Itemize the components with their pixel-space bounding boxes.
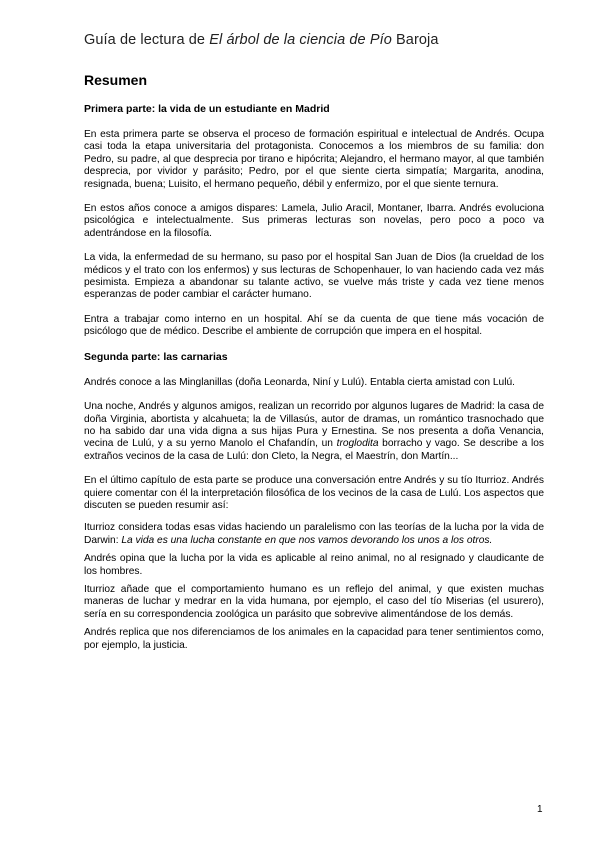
part1-paragraph-2: En estos años conoce a amigos dispares: Lamela, Julio Aracil, Montaner, Ibarra. Andrés evoluciona psicológica e intelectualmente. Sus primeras lecturas son novelas, pero poco a poco va adentrándose en la filosofía. bbox=[84, 203, 544, 239]
header-title-italic: El árbol de la ciencia de Pío bbox=[209, 32, 392, 48]
part2-p2-text-b: borracho y vago. Se describe a los extraños vecinos de la casa de Lulú: don Cleto, la Negra, el Maestrín, don Martín... bbox=[84, 438, 544, 462]
part2-paragraph-1: Andrés conoce a las Minglanillas (doña Leonarda, Niní y Lulú). Entabla cierta amistad con Lulú. bbox=[84, 376, 515, 388]
section-title-resumen: Resumen bbox=[84, 72, 148, 88]
part2-p4-text: Iturrioz considera todas esas vidas haciendo un paralelismo con las teorías de la lucha por la vida de Darwin: bbox=[84, 522, 544, 546]
part2-paragraph-4 bbox=[84, 522, 544, 547]
part1-paragraph-4: Entra a trabajar como interno en un hospital. Ahí se da cuenta de que tiene más vocación de psicólogo que de médico. Describe el ambiente de corrupción que impera en el hospital. bbox=[84, 313, 544, 338]
part2-paragraph-2 bbox=[84, 401, 544, 463]
part2-p2-text-a: Una noche, Andrés y algunos amigos, realizan un recorrido por algunos lugares de Madrid: la casa de doña Virginia, abortista y alcahueta; la de Villasús, autor de dramas, un romántico trasnochado que no ha sabido dar una vida digna a sus hijas Pura y Ernestina. Se nos presenta a doña Venancia, vecina de Lulú, y a su yerno Manolo el Chafandín, un bbox=[84, 401, 544, 450]
header-prefix: Guía de lectura de bbox=[84, 32, 210, 48]
part2-paragraph-5: Andrés opina que la lucha por la vida es aplicable al reino animal, no al resignado y claudicante de los hombres. bbox=[84, 553, 544, 577]
part1-paragraph-3: La vida, la enfermedad de su hermano, su paso por el hospital San Juan de Dios (la crueldad de los médicos y el trato con los enfermos) y sus lecturas de Schopenhauer, lo van haciendo cada vez más pesimista. Empieza a abandonar su talante activo, se vuelve más triste y cada vez tiene menos esperanzas de poder cambiar el carácter humano. bbox=[84, 252, 544, 301]
part2-p4-italic-quote: La vida es una lucha constante en que nos vamos devorando los unos a los otros. bbox=[121, 534, 493, 546]
page-number: 1 bbox=[537, 804, 543, 815]
page-content bbox=[84, 72, 544, 658]
part2-p2-italic: troglodita bbox=[336, 438, 379, 450]
part2-paragraph-3: En el último capítulo de esta parte se produce una conversación entre Andrés y su tío Iturrioz. Andrés quiere comentar con él la interpretación filosófica de los vecinos de la casa de Lulú. Los aspectos que discuten se pueden resumir así: bbox=[84, 475, 544, 511]
part2-paragraph-6: Iturrioz añade que el comportamiento humano es un reflejo del animal, y que existen muchas maneras de luchar y medrar en la vida humana, por ejemplo, el caso del tío Miserias (el usurero), sería en su correspondencia zoológica un parásito que sobrevive alimentándose de los demás. bbox=[84, 583, 544, 620]
part1-paragraph-1: En esta primera parte se observa el proceso de formación espiritual e intelectual de Andrés. Ocupa casi toda la etapa universitaria del protagonista. Conocemos a los miembros de su familia: don Pedro, su padre, al que desprecia por tirano e hipócrita; Alejandro, el hermano mayor, al que también desprecia, por vividor y parásito; Pedro, por el que siente cierta simpatía; Margarita, anodina, resignada, buena; Luisito, el hermano pequeño, débil y enfermizo, por el que siente ternura. bbox=[84, 129, 544, 190]
running-header bbox=[84, 32, 439, 48]
header-suffix: Baroja bbox=[391, 32, 439, 48]
part1-heading: Primera parte: la vida de un estudiante en Madrid bbox=[84, 103, 330, 115]
part2-heading: Segunda parte: las carnarias bbox=[84, 350, 228, 363]
part2-paragraph-7: Andrés replica que nos diferenciamos de los animales en la capacidad para tener sentimientos como, por ejemplo, la justicia. bbox=[84, 627, 544, 651]
